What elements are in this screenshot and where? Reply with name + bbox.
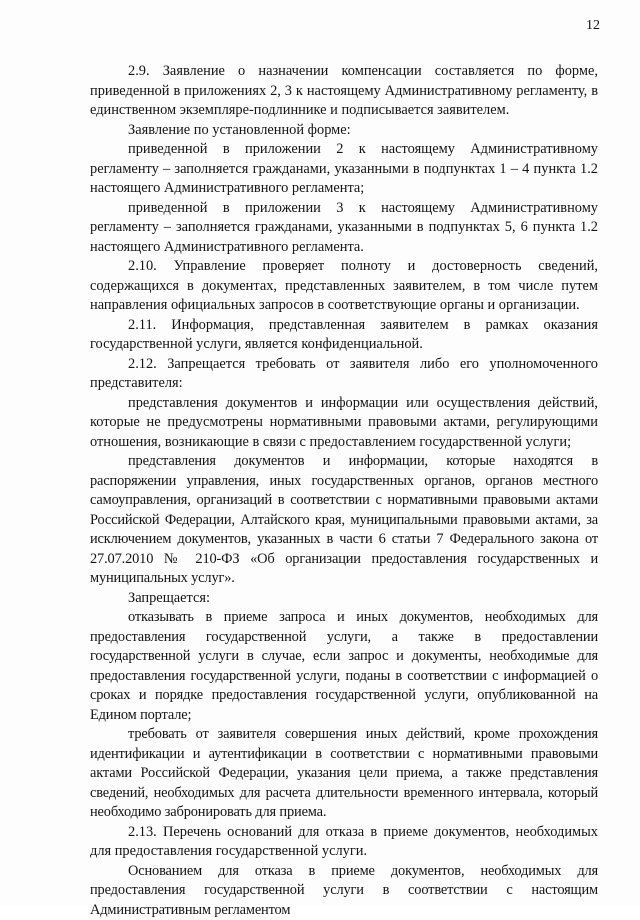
paragraph-appendix-3: приведенной в приложении 3 к настоящему Административному регламенту – заполняется гражданами, указанными в подпунктах 5, 6 пункта 1.2 настоящего Административного регламента. xyxy=(90,199,598,258)
paragraph-refusal-grounds: Основанием для отказа в приеме документов, необходимых для предоставления государственной услуги в соответствии с настоящим Административным регламентом xyxy=(90,862,598,920)
paragraph-2-10: 2.10. Управление проверяет полноту и достоверность сведений, содержащихся в документах, представленных заявителем, в том числе путем направления официальных запросов в соответствующие органы и организации. xyxy=(90,257,598,316)
document-body xyxy=(90,62,598,920)
paragraph-prohibited-heading: Запрещается: xyxy=(90,589,598,609)
paragraph-2-13: 2.13. Перечень оснований для отказа в приеме документов, необходимых для предоставления государственной услуги. xyxy=(90,823,598,862)
paragraph-require-actions: требовать от заявителя совершения иных действий, кроме прохождения идентификации и аутентификации в соответствии с нормативными правовыми актами Российской Федерации, указания цели приема, а также представления сведений, необходимых для расчета длительности временного интервала, который необходимо забронировать для приема. xyxy=(90,725,598,823)
paragraph-refuse-acceptance: отказывать в приеме запроса и иных документов, необходимых для предоставления государственной услуги, а также в предоставлении государственной услуги в случае, если запрос и документы, необходимые для предоставления государственной услуги, поданы в соответствии с информацией о сроках и порядке предоставления государственной услуги, опубликованной на Едином портале; xyxy=(90,608,598,725)
paragraph-appendix-2: приведенной в приложении 2 к настоящему Административному регламенту – заполняется гражданами, указанными в подпунктах 1 – 4 пункта 1.2 настоящего Административного регламента; xyxy=(90,140,598,199)
paragraph-form-intro: Заявление по установленной форме: xyxy=(90,121,598,141)
paragraph-2-9: 2.9. Заявление о назначении компенсации составляется по форме, приведенной в приложениях 2, 3 к настоящему Административному регламенту, в единственном экземпляре-подлиннике и подписывается заявителем. xyxy=(90,62,598,121)
paragraph-2-11: 2.11. Информация, представленная заявителем в рамках оказания государственной услуги, является конфиденциальной. xyxy=(90,316,598,355)
paragraph-2-12: 2.12. Запрещается требовать от заявителя либо его уполномоченного представителя: xyxy=(90,355,598,394)
paragraph-prohibition-2: представления документов и информации, которые находятся в распоряжении управления, иных государственных органов, органов местного самоуправления, организаций в соответствии с нормативными правовыми актами Российской Федерации, Алтайского края, муниципальными правовыми актами, за исключением документов, указанных в части 6 статьи 7 Федерального закона от 27.07.2010 № 210-ФЗ «Об организации предоставления государственных и муниципальных услуг». xyxy=(90,452,598,589)
paragraph-prohibition-1: представления документов и информации или осуществления действий, которые не предусмотрены нормативными правовыми актами, регулирующими отношения, возникающие в связи с предоставлением государственной услуги; xyxy=(90,394,598,453)
page-number: 12 xyxy=(586,18,600,34)
